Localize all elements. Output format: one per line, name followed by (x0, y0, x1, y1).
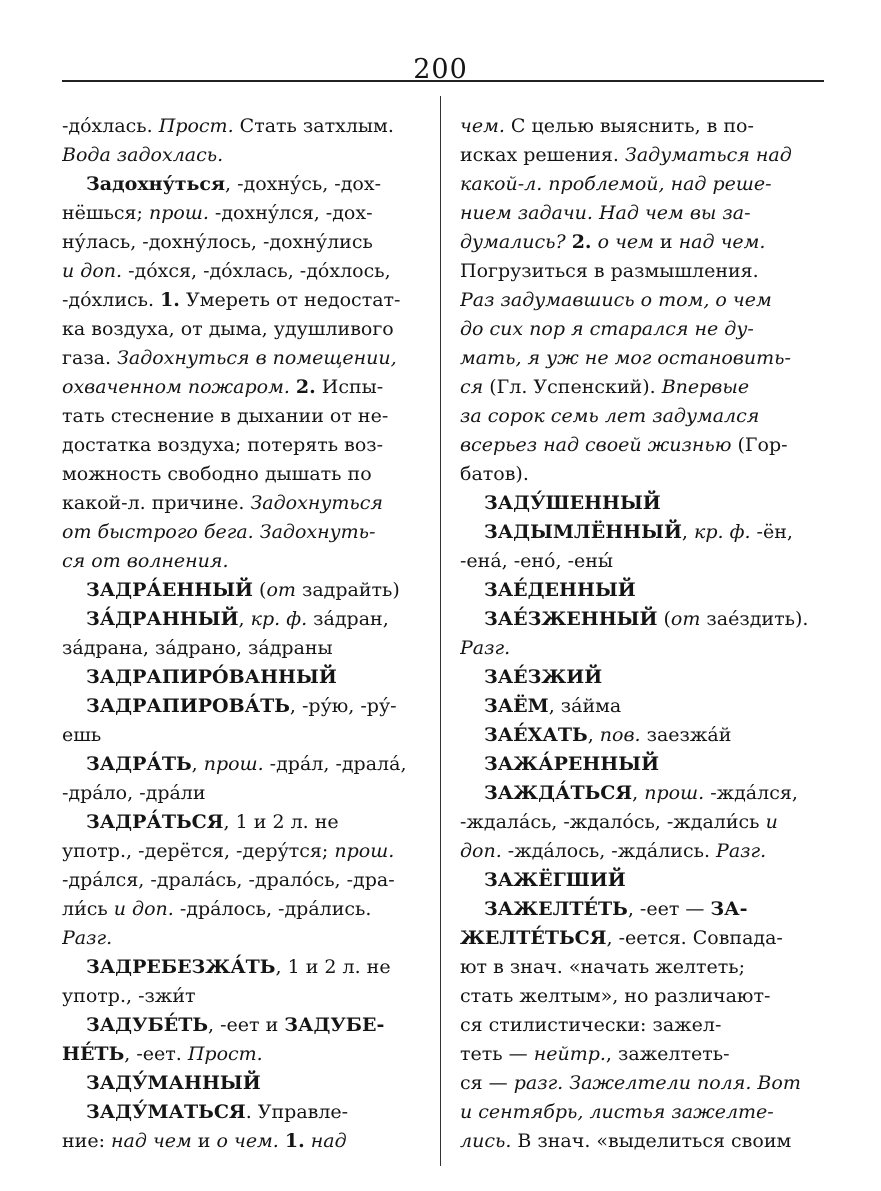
text-segment: ЗАЖДА́ТЬСЯ (484, 782, 633, 804)
text-line (62, 1040, 420, 1069)
text-line (62, 953, 420, 982)
text-segment: за сорок семь лет задумался (460, 405, 760, 427)
text-segment: Вода задохлась. (62, 144, 224, 166)
text-line (62, 257, 420, 286)
text-segment: ЗАДРАПИРО́ВАННЫЙ (86, 666, 337, 688)
text-segment: -ён, (750, 521, 793, 543)
text-segment: -жда́лся, (704, 782, 798, 804)
text-line (460, 344, 828, 373)
column-divider (440, 96, 441, 1166)
text-segment: ЗАЕ́ЗЖЕННЫЙ (484, 608, 658, 630)
text-segment: ли́сь (62, 898, 114, 920)
text-line (460, 1011, 828, 1040)
text-segment: ну́лась, -дохну́лось, -дохну́лись (62, 231, 373, 253)
text-line (62, 228, 420, 257)
text-segment: Впервые (661, 376, 750, 398)
text-line (460, 721, 828, 750)
text-segment: , (681, 521, 694, 543)
text-line (62, 402, 420, 431)
text-segment: С целью выяснить, в по- (504, 115, 754, 137)
text-segment: , (587, 724, 600, 746)
text-line (460, 576, 828, 605)
text-segment: ся (460, 376, 484, 398)
text-segment: ЗАЕ́ДЕННЫЙ (484, 579, 636, 601)
text-segment: доп. (460, 840, 502, 862)
text-segment: чем. (460, 115, 505, 137)
text-segment: Задохнуться в помещении, (117, 347, 397, 369)
text-line (62, 779, 420, 808)
text-segment: мать, я уж не мог остановить- (460, 347, 791, 369)
text-segment: 2. (571, 231, 592, 253)
text-line (62, 1098, 420, 1127)
text-segment: . Управле- (245, 1101, 349, 1123)
text-line (62, 982, 420, 1011)
text-segment: задрайть) (295, 579, 400, 601)
text-segment: Прост. (158, 115, 234, 137)
text-segment: нием задачи. Над чем вы за- (460, 202, 751, 224)
text-segment: -дра́лось, -дра́лись. (173, 898, 372, 920)
text-segment: , -еет — (627, 898, 711, 920)
text-segment: можность свободно дышать по (62, 463, 372, 485)
text-segment: , зажелтеть- (605, 1043, 730, 1065)
text-segment: ЗАДУ́ШЕННЫЙ (484, 492, 661, 514)
text-line (62, 866, 420, 895)
text-segment: ЖЕЛТЕ́ТЬСЯ (460, 927, 607, 949)
text-segment: Умереть от недостат- (179, 289, 401, 311)
text-segment: ( (657, 608, 671, 630)
text-line (460, 547, 828, 576)
text-line (62, 1127, 420, 1156)
text-segment: употр., -зжи́т (62, 985, 196, 1007)
text-segment: о чем (597, 231, 654, 253)
text-segment: прош. (203, 753, 264, 775)
text-line (460, 460, 828, 489)
text-line (460, 1040, 828, 1069)
text-line (62, 315, 420, 344)
text-segment: ка воздуха, от дыма, удушливого (62, 318, 394, 340)
text-segment: какой-л. проблемой, над реше- (460, 173, 772, 195)
text-segment: , -ру́ю, -ру́- (289, 695, 397, 717)
text-line (62, 170, 420, 199)
text-segment: -ждала́сь, -ждало́сь, -ждали́сь (460, 811, 766, 833)
text-line (460, 228, 828, 257)
text-segment: (Гл. Успенский). (483, 376, 662, 398)
text-segment: -до́хлась. (62, 115, 159, 137)
text-segment: ЗА- (710, 898, 748, 920)
text-segment: употр., -дерётся, -деру́тся; (62, 840, 335, 862)
text-line (62, 634, 420, 663)
text-line (460, 605, 828, 634)
text-line (62, 112, 420, 141)
text-line (460, 982, 828, 1011)
text-line (62, 460, 420, 489)
text-line (62, 518, 420, 547)
text-segment: ешь (62, 724, 102, 746)
text-segment: Погрузиться в размышления. (460, 260, 759, 282)
text-segment: ЗАДРА́ТЬСЯ (86, 811, 224, 833)
text-segment: над чем (111, 1130, 192, 1152)
text-segment: и (191, 1130, 217, 1152)
text-segment: ЗАДУБЕ- (284, 1014, 385, 1036)
text-line (460, 199, 828, 228)
text-segment: -дохну́лся, -дох- (208, 202, 373, 224)
text-segment: прош. (334, 840, 395, 862)
text-segment: охваченном пожаром. (62, 376, 290, 398)
text-segment: ЗАЖЕЛТЕ́ТЬ (484, 898, 628, 920)
text-segment: от быстрого бега. Задохнуть- (62, 521, 376, 543)
text-line (460, 373, 828, 402)
text-segment: нейтр. (533, 1043, 606, 1065)
text-line (62, 431, 420, 460)
text-segment: за́драна, за́драно, за́драны (62, 637, 333, 659)
text-line (460, 1069, 828, 1098)
text-segment: исках решения. (460, 144, 625, 166)
text-segment: Разг. (716, 840, 767, 862)
left-column (62, 112, 420, 1156)
text-segment: от (670, 608, 701, 630)
text-segment: Стать затхлым. (233, 115, 394, 137)
text-line (62, 692, 420, 721)
text-segment: ЗАДРАПИРОВА́ТЬ (86, 695, 290, 717)
text-segment: и доп. (113, 898, 174, 920)
text-segment: пов. (599, 724, 641, 746)
text-segment: В знач. «выделиться своим (511, 1130, 792, 1152)
text-segment: , (632, 782, 645, 804)
text-segment: Разг. (62, 927, 113, 949)
text-segment: тать стеснение в дыхании от не- (62, 405, 389, 427)
text-line (460, 634, 828, 663)
text-line (460, 779, 828, 808)
text-segment: -до́хся, -до́хлась, -до́хлось, (122, 260, 391, 282)
text-line (62, 721, 420, 750)
text-segment: -ена́, -ено́, -ены́ (460, 550, 614, 572)
text-segment: лись. (460, 1130, 512, 1152)
text-line (460, 808, 828, 837)
text-line (460, 257, 828, 286)
text-segment: стать желтым», но различают- (460, 985, 771, 1007)
text-segment: кр. ф. (250, 608, 308, 630)
text-segment: 1. (284, 1130, 305, 1152)
text-segment: батов). (460, 463, 529, 485)
text-segment: (Гор- (731, 434, 788, 456)
text-segment: ЗАДУБЕ́ТЬ (86, 1014, 209, 1036)
text-line (460, 402, 828, 431)
text-segment: , -еет и (208, 1014, 285, 1036)
text-segment: ЗАДЫМЛЁННЫЙ (484, 521, 682, 543)
page-number: 200 (413, 54, 468, 85)
text-line (62, 286, 420, 315)
text-segment: ЗА́ДРАННЫЙ (86, 608, 239, 630)
text-segment: и сентябрь, листья зажелте- (460, 1101, 774, 1123)
text-segment: Задохну́ться (86, 173, 226, 195)
text-line (62, 750, 420, 779)
text-segment: Задуматься над (624, 144, 792, 166)
text-segment: -дра́ло, -дра́ли (62, 782, 206, 804)
text-segment: до сих пор я старался не ду- (460, 318, 754, 340)
text-segment: ют в знач. «начать желтеть; (460, 956, 746, 978)
text-line (62, 1069, 420, 1098)
text-line (62, 199, 420, 228)
text-segment: и (765, 811, 778, 833)
text-segment: прош. (148, 202, 209, 224)
text-segment: Разг. (460, 637, 511, 659)
text-segment: ЗАДУ́МАТЬСЯ (86, 1101, 246, 1123)
text-line (460, 1127, 828, 1156)
text-segment: ние: (62, 1130, 112, 1152)
text-line (460, 924, 828, 953)
text-segment: от (266, 579, 296, 601)
text-line (62, 373, 420, 402)
text-segment: , за́йма (548, 695, 622, 717)
text-segment: прош. (644, 782, 705, 804)
text-line (460, 170, 828, 199)
text-segment: заезжа́й (640, 724, 732, 746)
text-segment: разг. Зажелтели поля. Вот (513, 1072, 801, 1094)
text-segment: Прост. (187, 1043, 263, 1065)
text-segment: теть — (460, 1043, 534, 1065)
text-segment: Задохнуться (250, 492, 383, 514)
text-segment: -до́хлись. (62, 289, 161, 311)
text-line (62, 663, 420, 692)
text-line (62, 837, 420, 866)
right-column (460, 112, 828, 1156)
text-segment: ЗАЕ́ХАТЬ (484, 724, 588, 746)
text-segment: ЗАЕ́ЗЖИЙ (484, 666, 603, 688)
text-line (460, 953, 828, 982)
text-segment: всерьез над своей жизнью (460, 434, 732, 456)
text-segment: , (238, 608, 251, 630)
text-segment: ЗАДРА́ЕННЫЙ (86, 579, 254, 601)
text-line (460, 112, 828, 141)
text-segment: над (310, 1130, 347, 1152)
text-segment: НЕ́ТЬ (62, 1043, 125, 1065)
text-segment: и (653, 231, 679, 253)
text-line (62, 576, 420, 605)
text-segment: думались? (460, 231, 566, 253)
header-rule (62, 80, 824, 82)
text-segment: газа. (62, 347, 118, 369)
text-segment: Испы- (315, 376, 384, 398)
text-segment: какой-л. причине. (62, 492, 251, 514)
text-segment: 1. (160, 289, 180, 311)
text-segment: 2. (295, 376, 316, 398)
text-line (460, 866, 828, 895)
text-segment: зае́здить). (700, 608, 809, 630)
text-segment: Раз задумавшись о том, о чем (460, 289, 772, 311)
text-segment: , (191, 753, 204, 775)
text-segment: ЗАЖЁГШИЙ (484, 869, 626, 891)
text-segment: , 1 и 2 л. не (275, 956, 391, 978)
text-segment: ся стилистически: зажел- (460, 1014, 722, 1036)
text-segment: достатка воздуха; потерять воз- (62, 434, 384, 456)
text-segment: нёшься; (62, 202, 149, 224)
text-segment: ся — (460, 1072, 514, 1094)
text-line (62, 924, 420, 953)
text-segment: ся от волнения. (62, 550, 229, 572)
text-segment: ЗАДРЕБЕЗЖА́ТЬ (86, 956, 276, 978)
text-segment: о чем. (216, 1130, 279, 1152)
text-segment: , 1 и 2 л. не (223, 811, 339, 833)
text-segment: над чем. (678, 231, 766, 253)
text-line (62, 605, 420, 634)
text-line (460, 315, 828, 344)
text-segment: ЗАЖА́РЕННЫЙ (484, 753, 660, 775)
text-line (62, 344, 420, 373)
text-segment: ( (253, 579, 267, 601)
text-line (460, 692, 828, 721)
text-segment: , -дохну́сь, -дох- (225, 173, 381, 195)
text-segment: , -еется. Совпада- (606, 927, 783, 949)
text-line (62, 1011, 420, 1040)
text-line (460, 1098, 828, 1127)
text-line (460, 663, 828, 692)
text-segment: и доп. (62, 260, 123, 282)
text-segment: , -еет. (124, 1043, 188, 1065)
text-line (62, 547, 420, 576)
text-segment: кр. ф. (694, 521, 751, 543)
text-line (460, 895, 828, 924)
text-line (62, 808, 420, 837)
text-segment: -дра́лся, -драла́сь, -драло́сь, -дра- (62, 869, 395, 891)
text-segment: ЗАЁМ (484, 695, 549, 717)
text-segment: за́дран, (307, 608, 389, 630)
text-line (460, 141, 828, 170)
text-line (62, 489, 420, 518)
text-line (460, 286, 828, 315)
text-segment: ЗАДУ́МАННЫЙ (86, 1072, 261, 1094)
text-line (62, 895, 420, 924)
text-segment: -дра́л, -драла́, (263, 753, 407, 775)
text-line (460, 837, 828, 866)
text-line (460, 518, 828, 547)
text-line (62, 141, 420, 170)
text-line (460, 750, 828, 779)
text-line (460, 489, 828, 518)
text-segment: -жда́лось, -жда́лись. (501, 840, 717, 862)
text-line (460, 431, 828, 460)
text-segment: ЗАДРА́ТЬ (86, 753, 192, 775)
